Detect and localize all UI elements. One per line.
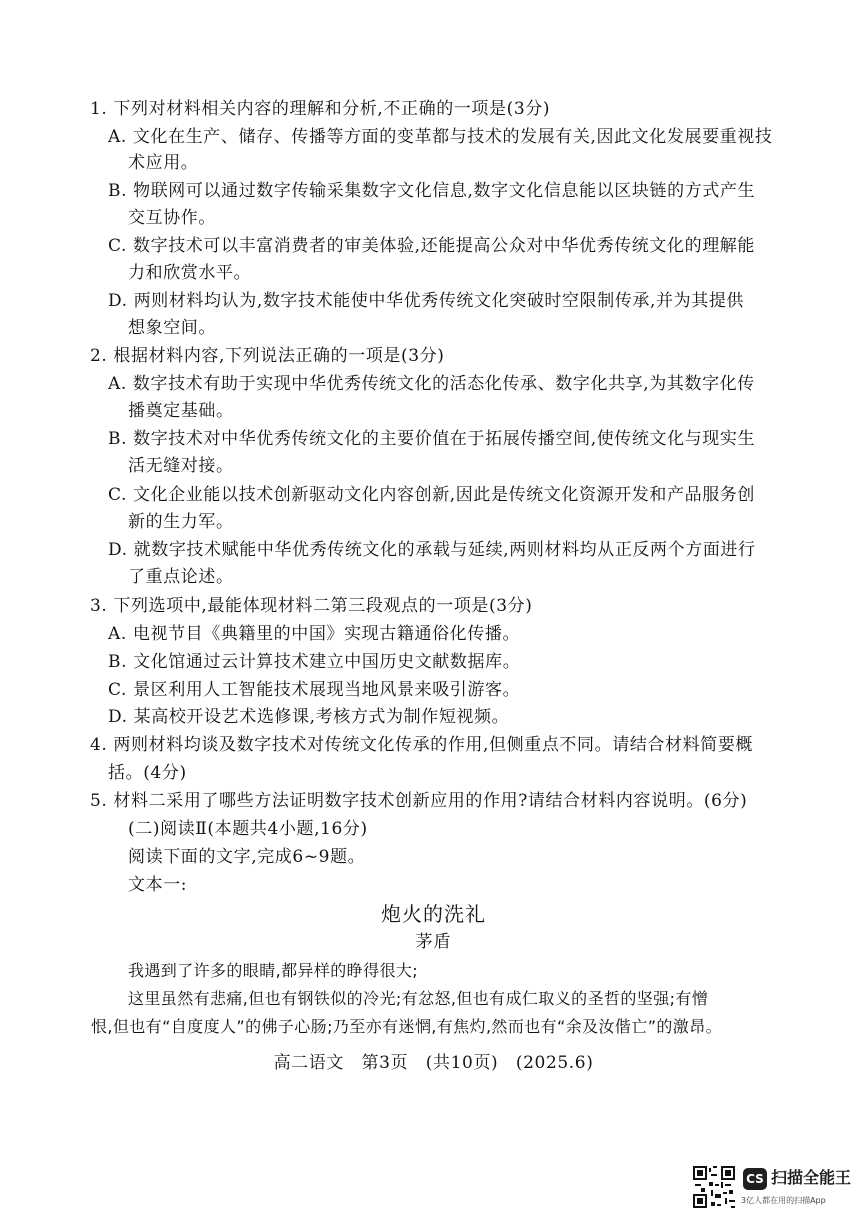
q3-option-c: C. 景区利用人工智能技术展现当地风景来吸引游客。 (108, 680, 521, 700)
passage-line-1: 我遇到了许多的眼睛,都异样的睁得很大; (128, 961, 419, 980)
camscanner-logo: CS (743, 1168, 767, 1190)
watermark-tagline: 3亿人都在用的扫描App (741, 1196, 826, 1205)
qr-code-icon (693, 1166, 735, 1208)
section-instruction: 阅读下面的文字,完成6~9题。 (128, 847, 366, 867)
q4-stem-cont: 括。(4分) (108, 763, 187, 783)
q2-option-a: A. 数字技术有助于实现中华优秀传统文化的活态化传承、数字化共享,为其数字化传 (108, 374, 755, 394)
q2-option-d-cont: 了重点论述。 (128, 567, 234, 587)
page-footer: 高二语文 第3页 (共10页) (2025.6) (273, 1053, 594, 1073)
q3-option-b: B. 文化馆通过云计算技术建立中国历史文献数据库。 (108, 652, 521, 672)
q4-stem: 4. 两则材料均谈及数字技术对传统文化传承的作用,但侧重点不同。请结合材料简要概 (90, 735, 754, 755)
q1-option-a-cont: 术应用。 (128, 153, 199, 173)
q5-stem: 5. 材料二采用了哪些方法证明数字技术创新应用的作用?请结合材料内容说明。(6分) (90, 791, 748, 811)
section-heading: (二)阅读Ⅱ(本题共4小题,16分) (128, 819, 368, 839)
passage-author: 茅盾 (415, 932, 452, 952)
q1-option-b-cont: 交互协作。 (128, 208, 216, 228)
q3-option-a: A. 电视节目《典籍里的中国》实现古籍通俗化传播。 (108, 624, 521, 644)
q2-option-b: B. 数字技术对中华优秀传统文化的主要价值在于拓展传播空间,使传统文化与现实生 (108, 429, 756, 449)
q1-option-c: C. 数字技术可以丰富消费者的审美体验,还能提高公众对中华优秀传统文化的理解能 (108, 236, 756, 256)
q2-option-b-cont: 活无缝对接。 (128, 456, 234, 476)
q1-option-a: A. 文化在生产、储存、传播等方面的变革都与技术的发展有关,因此文化发展要重视技 (108, 127, 773, 147)
q2-option-c-cont: 新的生力军。 (128, 512, 234, 532)
q2-option-a-cont: 播奠定基础。 (128, 401, 234, 421)
q1-option-c-cont: 力和欣赏水平。 (128, 263, 252, 283)
q1-option-b: B. 物联网可以通过数字传输采集数字文化信息,数字文化信息能以区块链的方式产生 (108, 181, 756, 201)
watermark-brand: 扫描全能王 (771, 1168, 852, 1187)
text-label: 文本一: (128, 875, 188, 895)
passage-line-3: 恨,但也有“自度度人”的佛子心肠;乃至亦有迷惘,有焦灼,然而也有“余及汝偕亡”的激昂。 (91, 1017, 723, 1036)
passage-line-2: 这里虽然有悲痛,但也有钢铁似的冷光;有忿怒,但也有成仁取义的圣哲的坚强;有憎 (128, 989, 709, 1008)
q2-stem: 2. 根据材料内容,下列说法正确的一项是(3分) (90, 346, 445, 366)
q2-option-d: D. 就数字技术赋能中华优秀传统文化的承载与延续,两则材料均从正反两个方面进行 (108, 540, 756, 560)
passage-title: 炮火的洗礼 (381, 902, 486, 926)
q3-option-d: D. 某高校开设艺术选修课,考核方式为制作短视频。 (108, 707, 510, 727)
q1-option-d-cont: 想象空间。 (128, 318, 216, 338)
q3-stem: 3. 下列选项中,最能体现材料二第三段观点的一项是(3分) (90, 596, 533, 616)
q1-stem: 1. 下列对材料相关内容的理解和分析,不正确的一项是(3分) (90, 99, 551, 119)
q1-option-d: D. 两则材料均认为,数字技术能使中华优秀传统文化突破时空限制传承,并为其提供 (108, 291, 745, 311)
q2-option-c: C. 文化企业能以技术创新驱动文化内容创新,因此是传统文化资源开发和产品服务创 (108, 485, 756, 505)
